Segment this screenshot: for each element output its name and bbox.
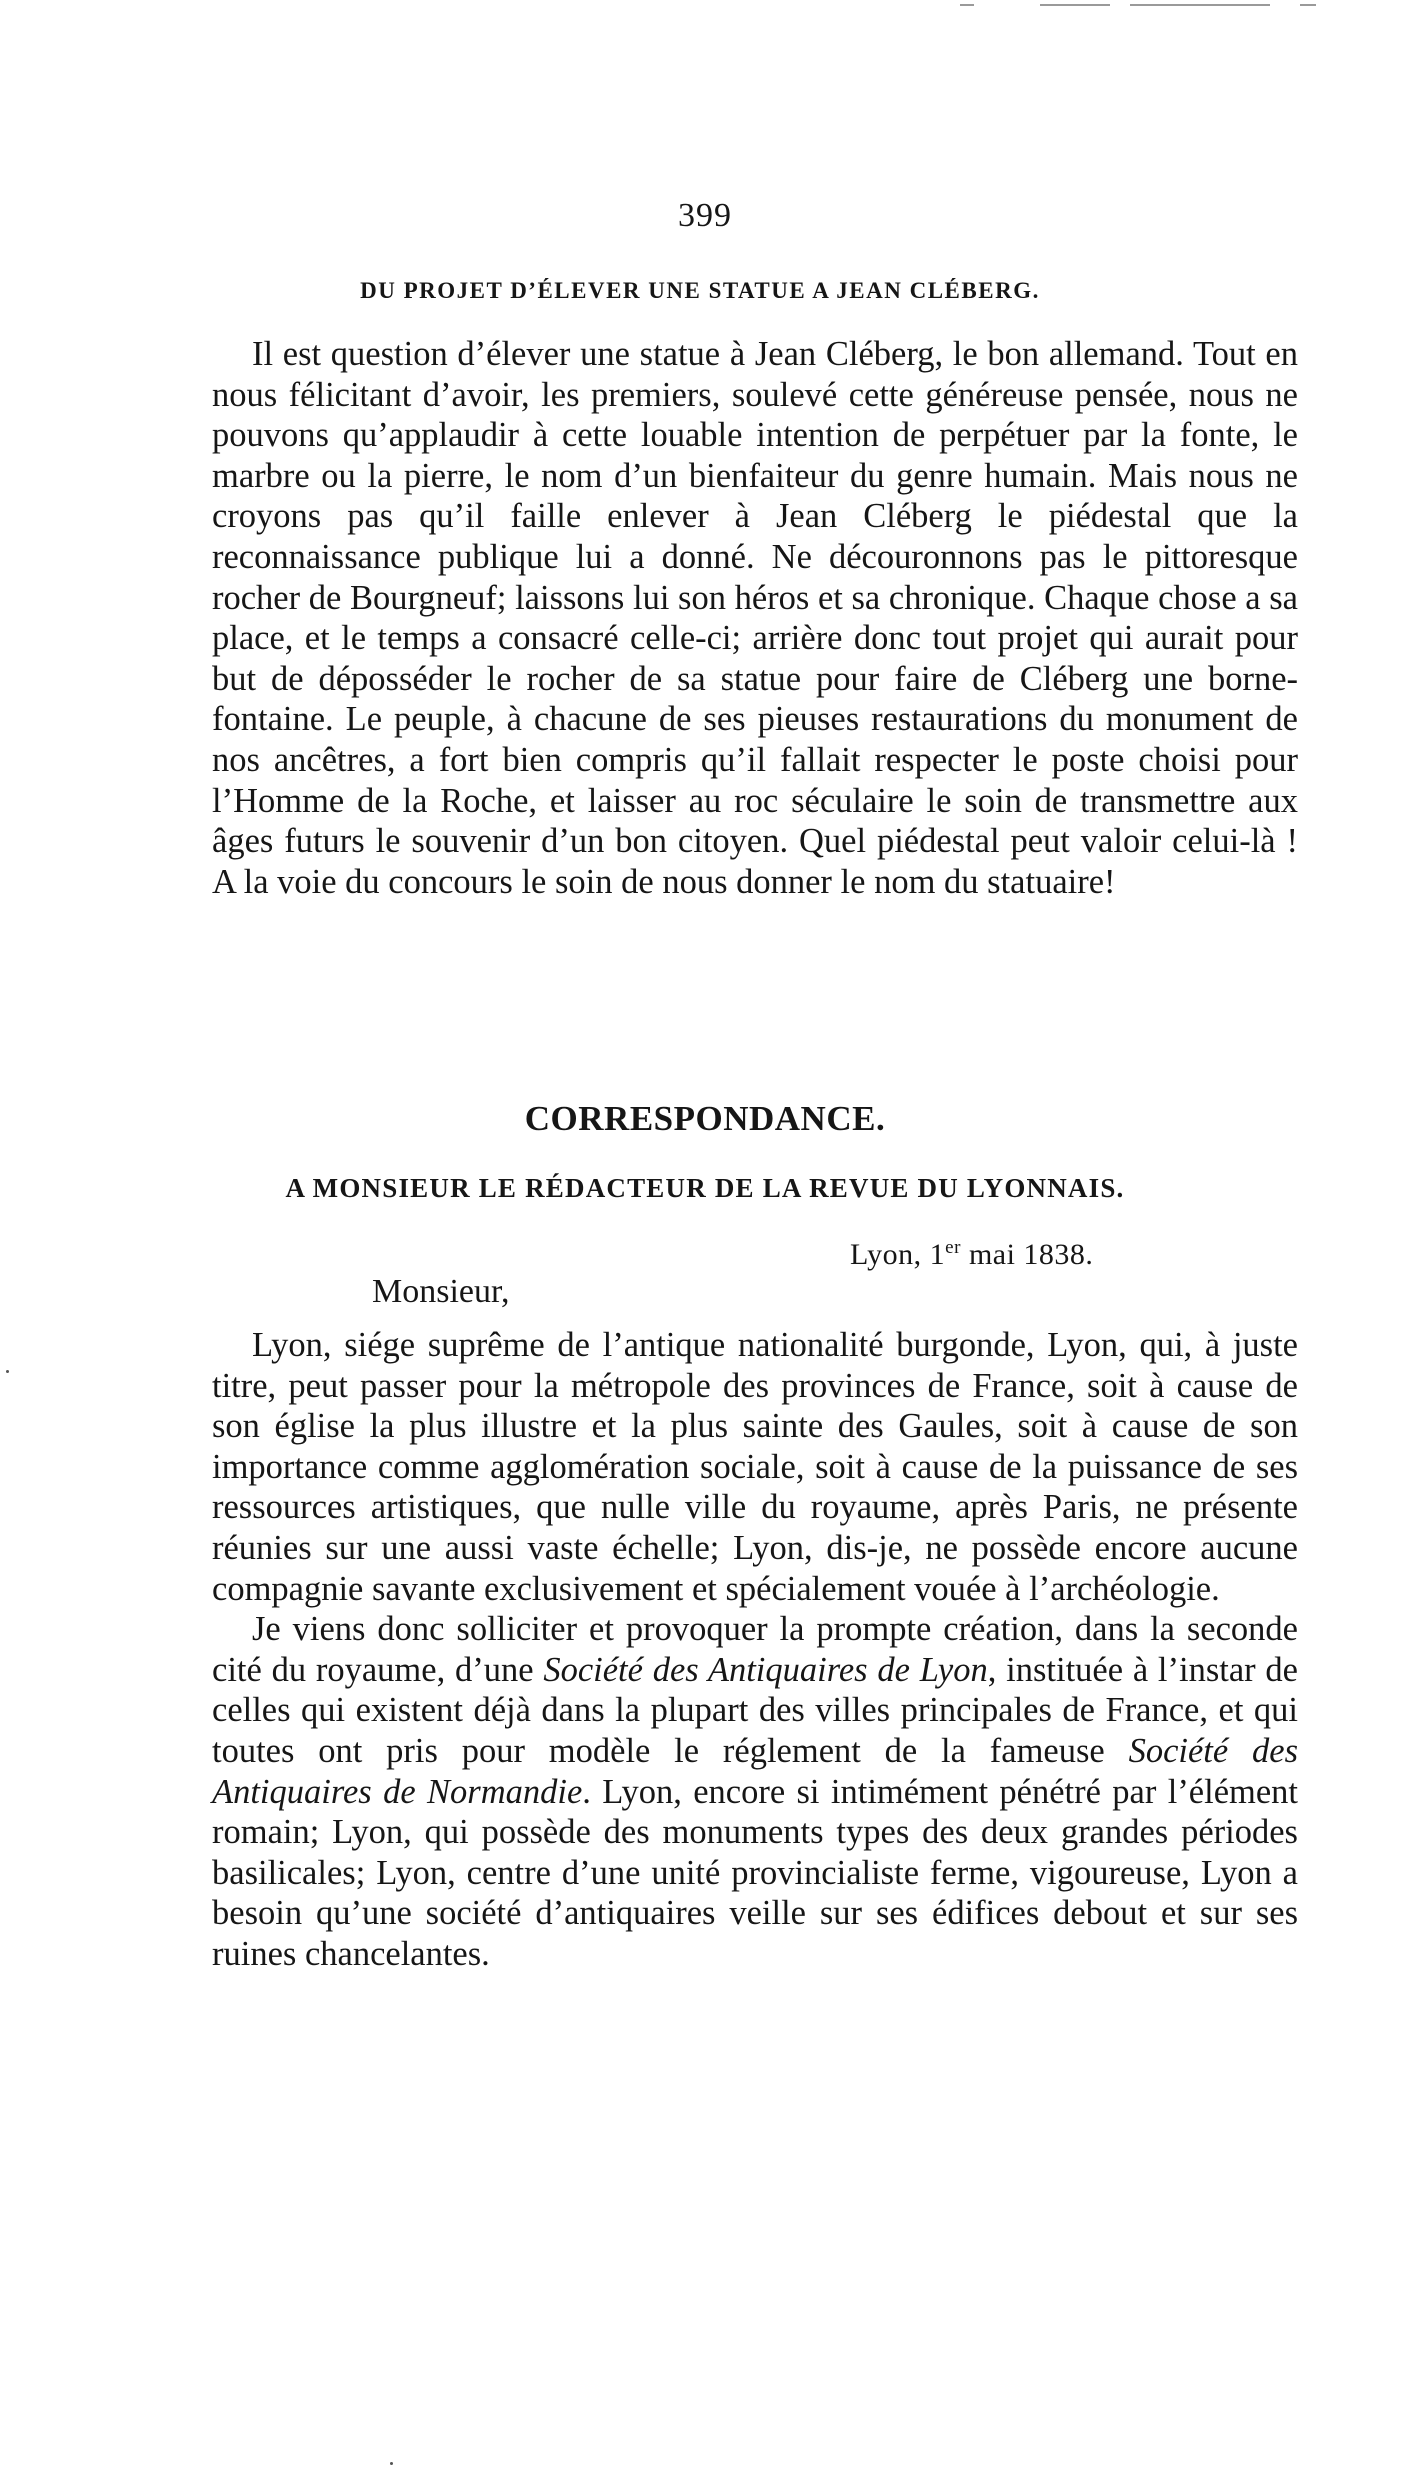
letter-paragraph-2 (212, 1609, 1298, 1974)
correspondence-heading: CORRESPONDANCE. (524, 1099, 886, 1138)
dateline-place: Lyon, 1 (850, 1238, 946, 1271)
statue-paragraph: Il est question d’élever une statue à Jean Cléberg, le bon allemand. Tout en nous félicitant d’avoir, les premiers, soulevé cette généreuse pensée, nous ne pouvons qu’applaudir à cette louable intention de perpétuer par la fonte, le marbre ou la pierre, le nom d’un bienfaiteur du genre humain. Mais nous ne croyons pas qu’il faille enlever à Jean Cléberg le piédestal que la reconnaissance publique lui a donné. Ne découronnons pas le pittoresque rocher de Bourgneuf; laissons lui son héros et sa chronique. Chaque chose a sa place, et le temps a consacré celle-ci; arrière donc tout projet qui aurait pour but de déposséder le rocher de sa statue pour faire de Cléberg une borne-fontaine. Le peuple, à chacune de ses pieuses restaurations du monument de nos ancêtres, a fort bien compris qu’il fallait respecter le poste choisi pour l’Homme de la Roche, et laisser au roc séculaire le soin de transmettre aux âges futurs le souvenir d’un bon citoyen. Quel piédestal peut valoir celui-là ! A la voie du concours le soin de nous donner le nom du statuaire! (212, 335, 1298, 901)
letter-salutation: Monsieur, (372, 1273, 510, 1310)
scan-edge-mark (1300, 4, 1316, 6)
society-name-lyon: Société des Antiquaires de Lyon (543, 1650, 988, 1689)
society-name-normandie: Société des Antiquaires de Normandie (212, 1731, 1298, 1811)
scan-edge-mark (960, 4, 974, 6)
scan-edge-mark (1040, 4, 1110, 6)
dateline-date: mai 1838. (960, 1238, 1094, 1271)
statue-article (212, 334, 1298, 902)
letter-paragraph-2-text: . Lyon, encore si intimément pénétré par l’élément romain; Lyon, qui possède des monuments types des deux grandes périodes basilicales; Lyon, centre d’une unité provincialiste ferme, vigoureuse, Lyon a besoin qu’une société d’antiquaires veille sur ses édifices debout et sur ses ruines chancelantes. (212, 1772, 1298, 1973)
section-title: DU PROJET D’ÉLEVER UNE STATUE A JEAN CLÉBERG. (360, 278, 1040, 303)
letter-addressee: A MONSIEUR LE RÉDACTEUR DE LA REVUE DU LYONNAIS. (285, 1173, 1125, 1203)
page-number: 399 (678, 197, 732, 234)
scan-edge-mark (1130, 4, 1270, 6)
letter-body (212, 1325, 1298, 1975)
letter-dateline (850, 1230, 1093, 1273)
letter-paragraph-2-text: , instituée à l’instar de celles qui existent déjà dans la plupart des villes principales de France, et qui toutes ont pris pour modèle le réglement de la fameuse (212, 1650, 1298, 1770)
letter-paragraph-1: Lyon, siége suprême de l’antique nationalité burgonde, Lyon, qui, à juste titre, peut passer pour la métropole des provinces de France, soit à cause de son église la plus illustre et la plus sainte des Gaules, soit à cause de son importance comme agglomération sociale, soit à cause de la puissance de ses ressources artistiques, que nulle ville du royaume, après Paris, ne présente réunies sur une aussi vaste échelle; Lyon, dis-je, ne possède encore aucune compagnie savante exclusivement et spécialement vouée à l’archéologie. (212, 1326, 1298, 1608)
scan-speck (390, 2462, 393, 2465)
letter-paragraph-2-text: Je viens donc solliciter et provoquer la prompte création, dans la seconde cité du royaume, d’une (212, 1610, 1298, 1689)
scan-speck (6, 1370, 9, 1373)
dateline-ordinal: er (945, 1237, 961, 1258)
